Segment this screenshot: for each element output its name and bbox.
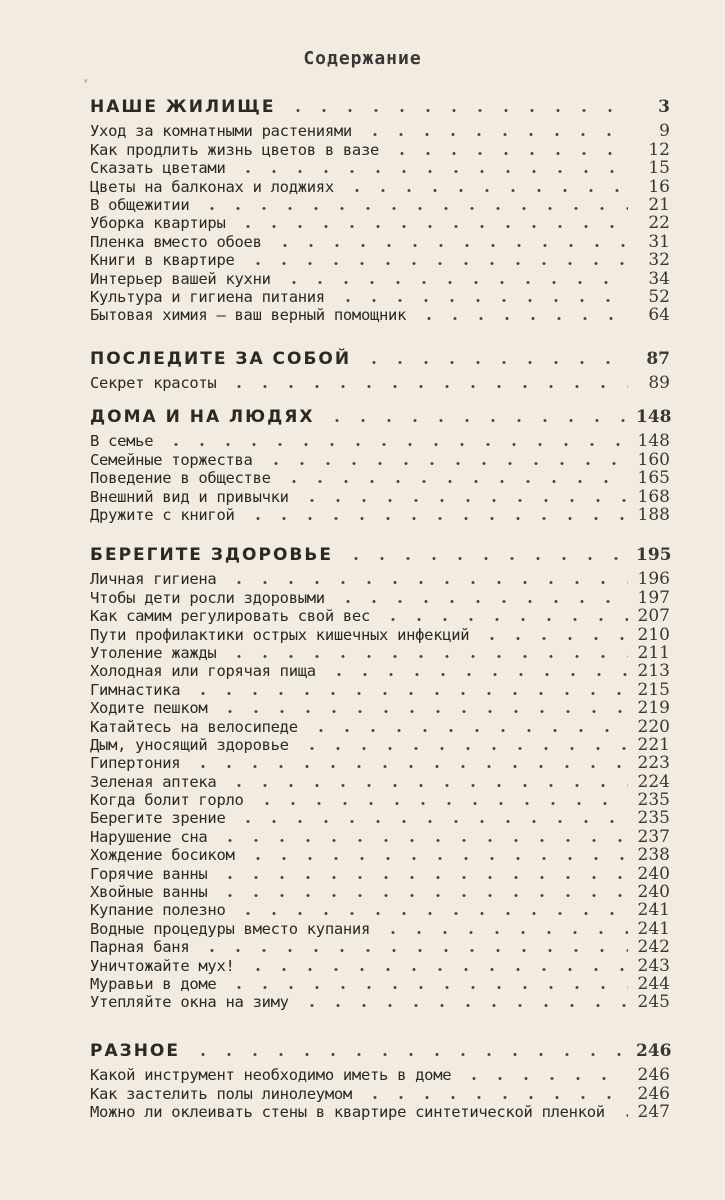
toc-entry bbox=[90, 791, 670, 809]
dot-leader bbox=[299, 747, 628, 750]
dot-leader bbox=[245, 968, 628, 971]
page-number: 196 bbox=[637, 569, 670, 590]
page-number: 34 bbox=[648, 268, 670, 289]
dot-leader bbox=[344, 189, 628, 192]
page-number: 32 bbox=[648, 250, 670, 271]
toc-entry-label: Культура и гигиена питания bbox=[90, 287, 325, 306]
toc-entry-label: Купание полезно bbox=[90, 901, 226, 920]
toc-entry bbox=[90, 122, 670, 140]
page-number: 195 bbox=[636, 545, 672, 565]
toc-entry-label: Чтобы дети росли здоровыми bbox=[90, 588, 325, 607]
section-heading-label: ДОМА И НА ЛЮДЯХ bbox=[90, 407, 315, 427]
page-number: 188 bbox=[637, 504, 670, 525]
dot-leader bbox=[254, 802, 628, 805]
dot-leader bbox=[326, 673, 628, 676]
toc-entry-label: Поведение в обществе bbox=[90, 469, 271, 488]
toc-entry bbox=[90, 1103, 670, 1121]
page-number: 220 bbox=[637, 716, 670, 737]
toc-entry bbox=[90, 140, 670, 158]
toc-entry-label: Когда болит горло bbox=[90, 791, 244, 810]
toc-entry bbox=[90, 306, 670, 324]
toc-entry bbox=[90, 288, 670, 306]
dot-leader bbox=[362, 133, 628, 136]
page-number: 240 bbox=[637, 882, 670, 903]
toc-entry-label: Уход за комнатными растениями bbox=[90, 122, 352, 141]
page-number: 242 bbox=[637, 937, 670, 958]
page-number: 52 bbox=[648, 286, 670, 307]
toc-entry bbox=[90, 644, 670, 662]
toc-entry-label: Катайтесь на велосипеде bbox=[90, 717, 298, 736]
section-heading bbox=[90, 1034, 670, 1060]
toc-entry bbox=[90, 864, 670, 882]
page-number: 12 bbox=[648, 139, 670, 160]
dot-leader bbox=[245, 262, 628, 265]
page-number: 16 bbox=[648, 176, 670, 197]
toc-entry-label: Утепляйте окна на зиму bbox=[90, 993, 289, 1012]
toc-entry bbox=[90, 754, 670, 772]
dot-leader bbox=[343, 557, 628, 560]
toc-entry-label: Можно ли оклеивать стены в квартире синтетической пленкой bbox=[90, 1103, 605, 1122]
page-number: 165 bbox=[637, 468, 670, 489]
dot-leader bbox=[217, 876, 628, 879]
page-number: 246 bbox=[637, 1083, 670, 1104]
dot-leader bbox=[226, 581, 628, 584]
toc-entry-label: Водные процедуры вместо купания bbox=[90, 919, 370, 938]
toc-entry-label: Бытовая химия — ваш верный помощник bbox=[90, 306, 407, 325]
page-number: 21 bbox=[648, 194, 670, 215]
dot-leader bbox=[416, 317, 628, 320]
dot-leader bbox=[461, 1077, 628, 1080]
toc-entry-label: Интерьер вашей кухни bbox=[90, 269, 271, 288]
page-number: 237 bbox=[637, 826, 670, 847]
dot-leader bbox=[190, 692, 628, 695]
page-number: 148 bbox=[637, 431, 670, 452]
toc-entry-label: Книги в квартире bbox=[90, 251, 235, 270]
dot-leader bbox=[163, 443, 628, 446]
toc-entry bbox=[90, 1066, 670, 1084]
page-number: 223 bbox=[637, 753, 670, 774]
dot-leader bbox=[335, 299, 628, 302]
toc-section-1 bbox=[90, 90, 670, 324]
toc-entry-label: Какой инструмент необходимо иметь в доме bbox=[90, 1066, 452, 1085]
dot-leader bbox=[235, 912, 628, 915]
dot-leader bbox=[190, 1053, 628, 1056]
toc-entry-label: Пленка вместо обоев bbox=[90, 232, 262, 251]
page-number: 168 bbox=[637, 486, 670, 507]
toc-entry-label: Внешний вид и привычки bbox=[90, 487, 289, 506]
toc-entry bbox=[90, 196, 670, 214]
section-heading-label: РАЗНОЕ bbox=[90, 1041, 180, 1061]
dot-leader bbox=[226, 784, 628, 787]
toc-entry-label: Как продлить жизнь цветов в вазе bbox=[90, 140, 380, 159]
toc-entry bbox=[90, 588, 670, 606]
page-number: 64 bbox=[648, 305, 670, 326]
page-number: 224 bbox=[637, 771, 670, 792]
toc-entry-label: Уничтожайте мух! bbox=[90, 956, 235, 975]
toc-entry bbox=[90, 570, 670, 588]
dot-leader bbox=[226, 986, 628, 989]
dot-leader bbox=[190, 765, 628, 768]
toc-entry bbox=[90, 772, 670, 790]
dot-leader bbox=[299, 1004, 628, 1007]
toc-entry bbox=[90, 993, 670, 1011]
toc-entry-label: Дым, уносящий здоровье bbox=[90, 735, 289, 754]
section-heading bbox=[90, 538, 670, 564]
toc-entry-label: Личная гигиена bbox=[90, 570, 217, 589]
toc-entry bbox=[90, 699, 670, 717]
toc-entry bbox=[90, 232, 670, 250]
toc-section-2 bbox=[90, 342, 670, 392]
dot-leader bbox=[245, 857, 628, 860]
dot-leader bbox=[308, 729, 628, 732]
toc-entry-label: Дружите с книгой bbox=[90, 505, 235, 524]
dot-leader bbox=[226, 385, 628, 388]
toc-entry bbox=[90, 680, 670, 698]
toc-entry-label: Муравьи в доме bbox=[90, 974, 217, 993]
toc-entry bbox=[90, 607, 670, 625]
page-number: 235 bbox=[637, 808, 670, 829]
page-number: 207 bbox=[637, 606, 670, 627]
section-heading-label: НАШЕ ЖИЛИЩЕ bbox=[90, 97, 276, 117]
section-heading bbox=[90, 90, 670, 116]
page-number: 31 bbox=[648, 231, 670, 252]
page-number: 221 bbox=[637, 734, 670, 755]
dot-leader bbox=[281, 480, 628, 483]
toc-entry bbox=[90, 901, 670, 919]
dot-leader bbox=[285, 109, 628, 112]
page-title: Содержание bbox=[303, 48, 422, 69]
toc-entry-label: Хвойные ванны bbox=[90, 883, 208, 902]
dot-leader bbox=[235, 225, 628, 228]
toc-entry bbox=[90, 432, 670, 450]
dot-leader bbox=[299, 499, 628, 502]
toc-entry-label: Берегите зрение bbox=[90, 809, 226, 828]
toc-entry bbox=[90, 809, 670, 827]
dot-leader bbox=[615, 1114, 628, 1117]
toc-section-4 bbox=[90, 538, 670, 1011]
dot-leader bbox=[389, 152, 628, 155]
page-number: 22 bbox=[648, 213, 670, 234]
dot-leader bbox=[324, 419, 628, 422]
toc-entry bbox=[90, 214, 670, 232]
toc-entry-label: Нарушение сна bbox=[90, 827, 208, 846]
dot-leader bbox=[335, 600, 628, 603]
page-number: 243 bbox=[637, 955, 670, 976]
page-number: 211 bbox=[637, 642, 670, 663]
toc-entry bbox=[90, 975, 670, 993]
toc-entry-label: Хождение босиком bbox=[90, 846, 235, 865]
dot-leader bbox=[479, 637, 628, 640]
dot-leader bbox=[226, 655, 628, 658]
page-number: 235 bbox=[637, 790, 670, 811]
page-number: 148 bbox=[636, 407, 672, 427]
page-number: 15 bbox=[648, 158, 670, 179]
toc-entry-label: Парная баня bbox=[90, 938, 190, 957]
page-number: 3 bbox=[658, 97, 670, 117]
toc-entry-label: Как застелить полы линолеумом bbox=[90, 1084, 352, 1103]
toc-entry-label: Холодная или горячая пища bbox=[90, 662, 316, 681]
section-heading-label: БЕРЕГИТЕ ЗДОРОВЬЕ bbox=[90, 545, 333, 565]
dot-leader bbox=[281, 281, 628, 284]
dot-leader bbox=[362, 1096, 628, 1099]
toc-entry-label: В семье bbox=[90, 432, 154, 451]
toc-entry bbox=[90, 1084, 670, 1102]
page-number: 89 bbox=[648, 373, 670, 394]
toc-entry bbox=[90, 919, 670, 937]
toc-entry bbox=[90, 374, 670, 392]
toc-entry-label: Как самим регулировать свой вес bbox=[90, 607, 370, 626]
toc-entry-label: Гимнастика bbox=[90, 680, 181, 699]
page-number: 245 bbox=[637, 992, 670, 1013]
page-number: 9 bbox=[659, 121, 670, 142]
toc-entry bbox=[90, 506, 670, 524]
page-number: 246 bbox=[636, 1041, 672, 1061]
section-heading bbox=[90, 400, 670, 426]
dot-leader bbox=[272, 244, 628, 247]
page-number: 247 bbox=[637, 1102, 670, 1123]
dot-leader bbox=[217, 894, 628, 897]
toc-entry bbox=[90, 662, 670, 680]
toc-entry-label: Цветы на балконах и лоджиях bbox=[90, 177, 334, 196]
toc-entry-label: Уборка квартиры bbox=[90, 214, 226, 233]
page-number: 240 bbox=[637, 863, 670, 884]
dot-leader bbox=[217, 710, 628, 713]
page-number: 219 bbox=[637, 698, 670, 719]
dot-leader bbox=[217, 839, 628, 842]
toc-entry bbox=[90, 450, 670, 468]
page-number: 197 bbox=[637, 587, 670, 608]
toc-section-3 bbox=[90, 400, 670, 524]
toc-entry-label: В общежитии bbox=[90, 195, 190, 214]
dot-leader bbox=[199, 949, 628, 952]
toc-entry bbox=[90, 956, 670, 974]
toc-entry bbox=[90, 827, 670, 845]
toc-entry bbox=[90, 469, 670, 487]
toc-entry bbox=[90, 938, 670, 956]
toc-entry-label: Пути профилактики острых кишечных инфекций bbox=[90, 625, 470, 644]
toc-entry bbox=[90, 487, 670, 505]
toc-entry-label: Сказать цветами bbox=[90, 159, 226, 178]
page-number: 87 bbox=[646, 349, 670, 369]
toc-entry bbox=[90, 177, 670, 195]
toc-entry-label: Зеленая аптека bbox=[90, 772, 217, 791]
dot-leader bbox=[199, 207, 628, 210]
dot-leader bbox=[235, 170, 628, 173]
page-number: 210 bbox=[637, 624, 670, 645]
page-number: 246 bbox=[637, 1065, 670, 1086]
toc-entry-label: Утоление жажды bbox=[90, 643, 217, 662]
toc-entry bbox=[90, 846, 670, 864]
toc-entry-label: Гипертония bbox=[90, 754, 181, 773]
margin-mark: ᵛ bbox=[84, 78, 88, 89]
dot-leader bbox=[380, 931, 628, 934]
dot-leader bbox=[263, 462, 628, 465]
toc-entry bbox=[90, 883, 670, 901]
toc-entry bbox=[90, 625, 670, 643]
page-number: 213 bbox=[637, 661, 670, 682]
toc-entry bbox=[90, 159, 670, 177]
toc-entry bbox=[90, 251, 670, 269]
dot-leader bbox=[380, 618, 628, 621]
toc-entry-label: Секрет красоты bbox=[90, 374, 217, 393]
toc-entry bbox=[90, 269, 670, 287]
page-number: 244 bbox=[637, 973, 670, 994]
toc-entry bbox=[90, 717, 670, 735]
toc-entry-label: Горячие ванны bbox=[90, 864, 208, 883]
dot-leader bbox=[235, 820, 628, 823]
section-heading bbox=[90, 342, 670, 368]
page-number: 241 bbox=[637, 918, 670, 939]
toc-entry bbox=[90, 736, 670, 754]
page-number: 241 bbox=[637, 900, 670, 921]
page-number: 215 bbox=[637, 679, 670, 700]
page-number: 160 bbox=[637, 449, 670, 470]
toc-entry-label: Ходите пешком bbox=[90, 699, 208, 718]
page-number: 238 bbox=[637, 845, 670, 866]
dot-leader bbox=[361, 361, 628, 364]
section-heading-label: ПОСЛЕДИТЕ ЗА СОБОЙ bbox=[90, 349, 352, 369]
dot-leader bbox=[245, 517, 628, 520]
toc-section-5 bbox=[90, 1034, 670, 1121]
toc-entry-label: Семейные торжества bbox=[90, 450, 253, 469]
